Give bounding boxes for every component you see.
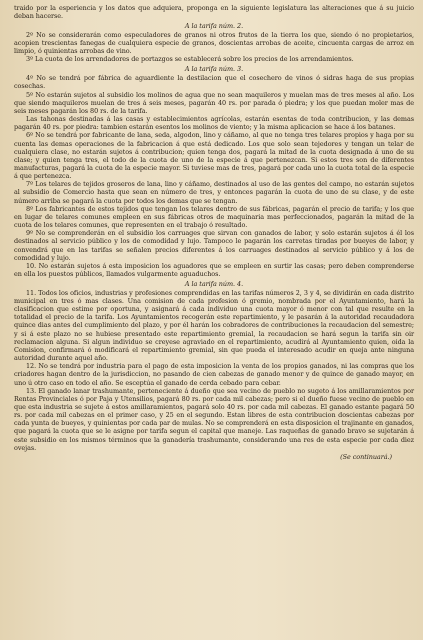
continuation-note: (Se continuará.) <box>340 452 392 461</box>
paragraph-5: 5º No estarán sujetos al subsidio los molinos de agua que no sean maquileros y muelan mas de tres meses al año. Los que siendo maquileros muelan de tres á seis meses, pagarán 40 rs. por parada ó piedra; y los que puedan moler mas de seis meses pagarán los 80 rs. de la tarifa. <box>14 90 414 115</box>
paragraph-6: 6º No se tendrá por fabricante de lana, seda, algodon, lino y cáñamo, al que no tenga tres telares propios y haga por su cuenta las demas operaciones de la fabricacion á que está dedicado. Los que solo sean tejedores y tengan un telar de cualquiera clase, no estarán sujetos á contribucion; quien tenga dos, pagará la mitad de la cuota designada á uno de su clase; y quien tenga tres, el todo de la cuota de uno de la especie á que pertenezcan. Si estos tres son de diferentes manufacturas, pagará la cuota de la especie mayor. Si tuviese mas de tres, pagará por cada uno la cuota total de la especie á que pertenezca. <box>14 131 414 181</box>
paragraph-4: 4º No se tendrá por fábrica de aguardiente la destilacion que el cosechero de vinos ó sidras haga de sus propias cosechas. <box>14 74 414 91</box>
section-heading: A la tarifa núm. 2. <box>184 21 244 30</box>
section-tarifa-2 <box>14 22 414 64</box>
paragraph-7: 7º Los telares de tejidos groseros de lana, lino y cáñamo, destinados al uso de las gentes del campo, no estarán sujetos al subsidio de Comercio hasta que sean en número de tres, y entonces pagarán la cuota de uno de su clase, y de este número arriba se pagará la cuota por todos los demas que se tengan. <box>14 180 414 205</box>
section-heading: A la tarifa núm. 3. <box>184 65 244 74</box>
paragraph-10: 10. No estarán sujetos á esta imposicion los aguadores que se empleen en surtir las casas; pero deben comprenderse en ella los puestos públicos, llamados vulgarmente aguaduchos. <box>14 261 414 278</box>
paragraph-tahonas: Las tahonas destinadas á las casas y establecimientos agrícolas, estarán esentas de toda contribucion, y las demas pagarán 40 rs. por piedra: tambien estarán esentos los molinos de viento; y la misma aplicacion se hace á los batanes. <box>14 115 414 132</box>
paragraph-9: 9º No se comprenderán en el subsidio los carruages que sirvan con ganados de labor, y solo estarán sujetos á él los destinados al servicio público y los de comodidad y lujo. Tampoco le pagarán los carretas tiradas por bueyes de labor, y convendrá que en las tarifas se señalen precios diferentes á los carruages destinados al servicio público y á los de comodidad y lujo. <box>14 229 414 262</box>
paragraph-8: 8º Los fabricantes de estos tejidos que tengan los telares dentro de sus fábricas, pagarán el precio de tarifa; y los que en lugar de telares comunes empleen en sus fábricas otros de maquinaria mas perfeccionados, pagarán la mitad de la cuota de los telares comunes, que representen en el trabajo ó resultado. <box>14 204 414 230</box>
paragraph-11: 11. Todos los oficios, industrias y profesiones comprendidas en las tarifas números 2, 3 y 4, se dividirán en cada distrito municipal en tres ó mas clases. Una comision de cada profesion ó gremio, nombrada por el Ayuntamiento, hará la clasificacion que estime por oportuna, y asignará á cada individuo una cuota mayor ó menor con tal que resulte en la totalidad el precio de la tarifa. Los Ayuntamientos recogerán este repartimiento, y le pasarán á la autoridad recaudadora quince dias antes del cumplimiento del plazo, y por él harán los cobradores de contribuciones la recaudacion del semestre; y si á este plazo no se hubiese presentado este repartimiento gremial, la recaudacion se hará segun la tarifa sin oir reclamacion alguna. Si algun individuo se creyese agraviado en el repartimiento, acudirá al Ayuntamiento quien, oida la Comision, confirmará ó modificará el repartimiento gremial, sin que pueda el interesado acudir en queja ante ninguna autoridad durante aquel año. <box>14 288 414 363</box>
intro-paragraph: traido por la esperiencia y los datos que adquiera, proponga en la siguiente legislatura las alteraciones que á su juicio deban hacerse. <box>14 4 414 21</box>
paragraph-3: 3º La cuota de los arrendadores de portazgos se establecerá sobre los precios de los arrendamientos. <box>26 55 354 64</box>
section-tarifa-3 <box>14 65 414 278</box>
section-tarifa-4 <box>14 280 414 452</box>
paragraph-12: 12. No se tendrá por industria para el pago de esta imposicion la venta de los propios ganados, ni las compras que los criadores hagan dentro de la jurisdiccion, no pasando de cien cabezas de ganado menor y de quince de ganado mayor, en uno ú otro caso en todo el año. Se esceptúa el ganado de cerda cebado para cebar. <box>14 362 414 387</box>
paragraph-2: 2º No se considerarán como especuladores de granos ni otros frutos de la tierra los que, siendo ó no propietarios, acopien trescientas fanegas de cualquiera especie de granos, doscientas arrobas de aceite, cincuenta cargas de arroz en limpio, ó quinientas arrobas de vino. <box>14 30 414 56</box>
section-heading: A la tarifa núm. 4. <box>184 279 244 288</box>
paragraph-13: 13. El ganado lanar trashumante, perteneciente á dueño que sea vecino de pueblo no sugeto á los amillaramientos por Rentas Provinciales ó por Paja y Utensilios, pagará 80 rs. por cada mil cabezas; pero si el dueño fuese vecino de pueblo en que esta industria se sujete á estos amillaramientos, pagará solo 40 rs. por cada mil cabezas. El ganado estante pagará 50 rs. por cada mil cabezas en el primer caso, y 25 en el segundo. Estan libres de esta contribucion doscientas cabezas por cada yunta de bueyes, y quinientas por cada par de mulas. No se comprenderá en esta disposicion el trajinante en ganados, que pagará la cuota que se le asigne por tarifa segun el capital que maneje. Las raqueñas de ganado bravo se sujetarán á este subsidio en los mismos términos que la ganadería trashumante, considerando una res de esta especie por cada diez ovejas. <box>14 386 414 452</box>
